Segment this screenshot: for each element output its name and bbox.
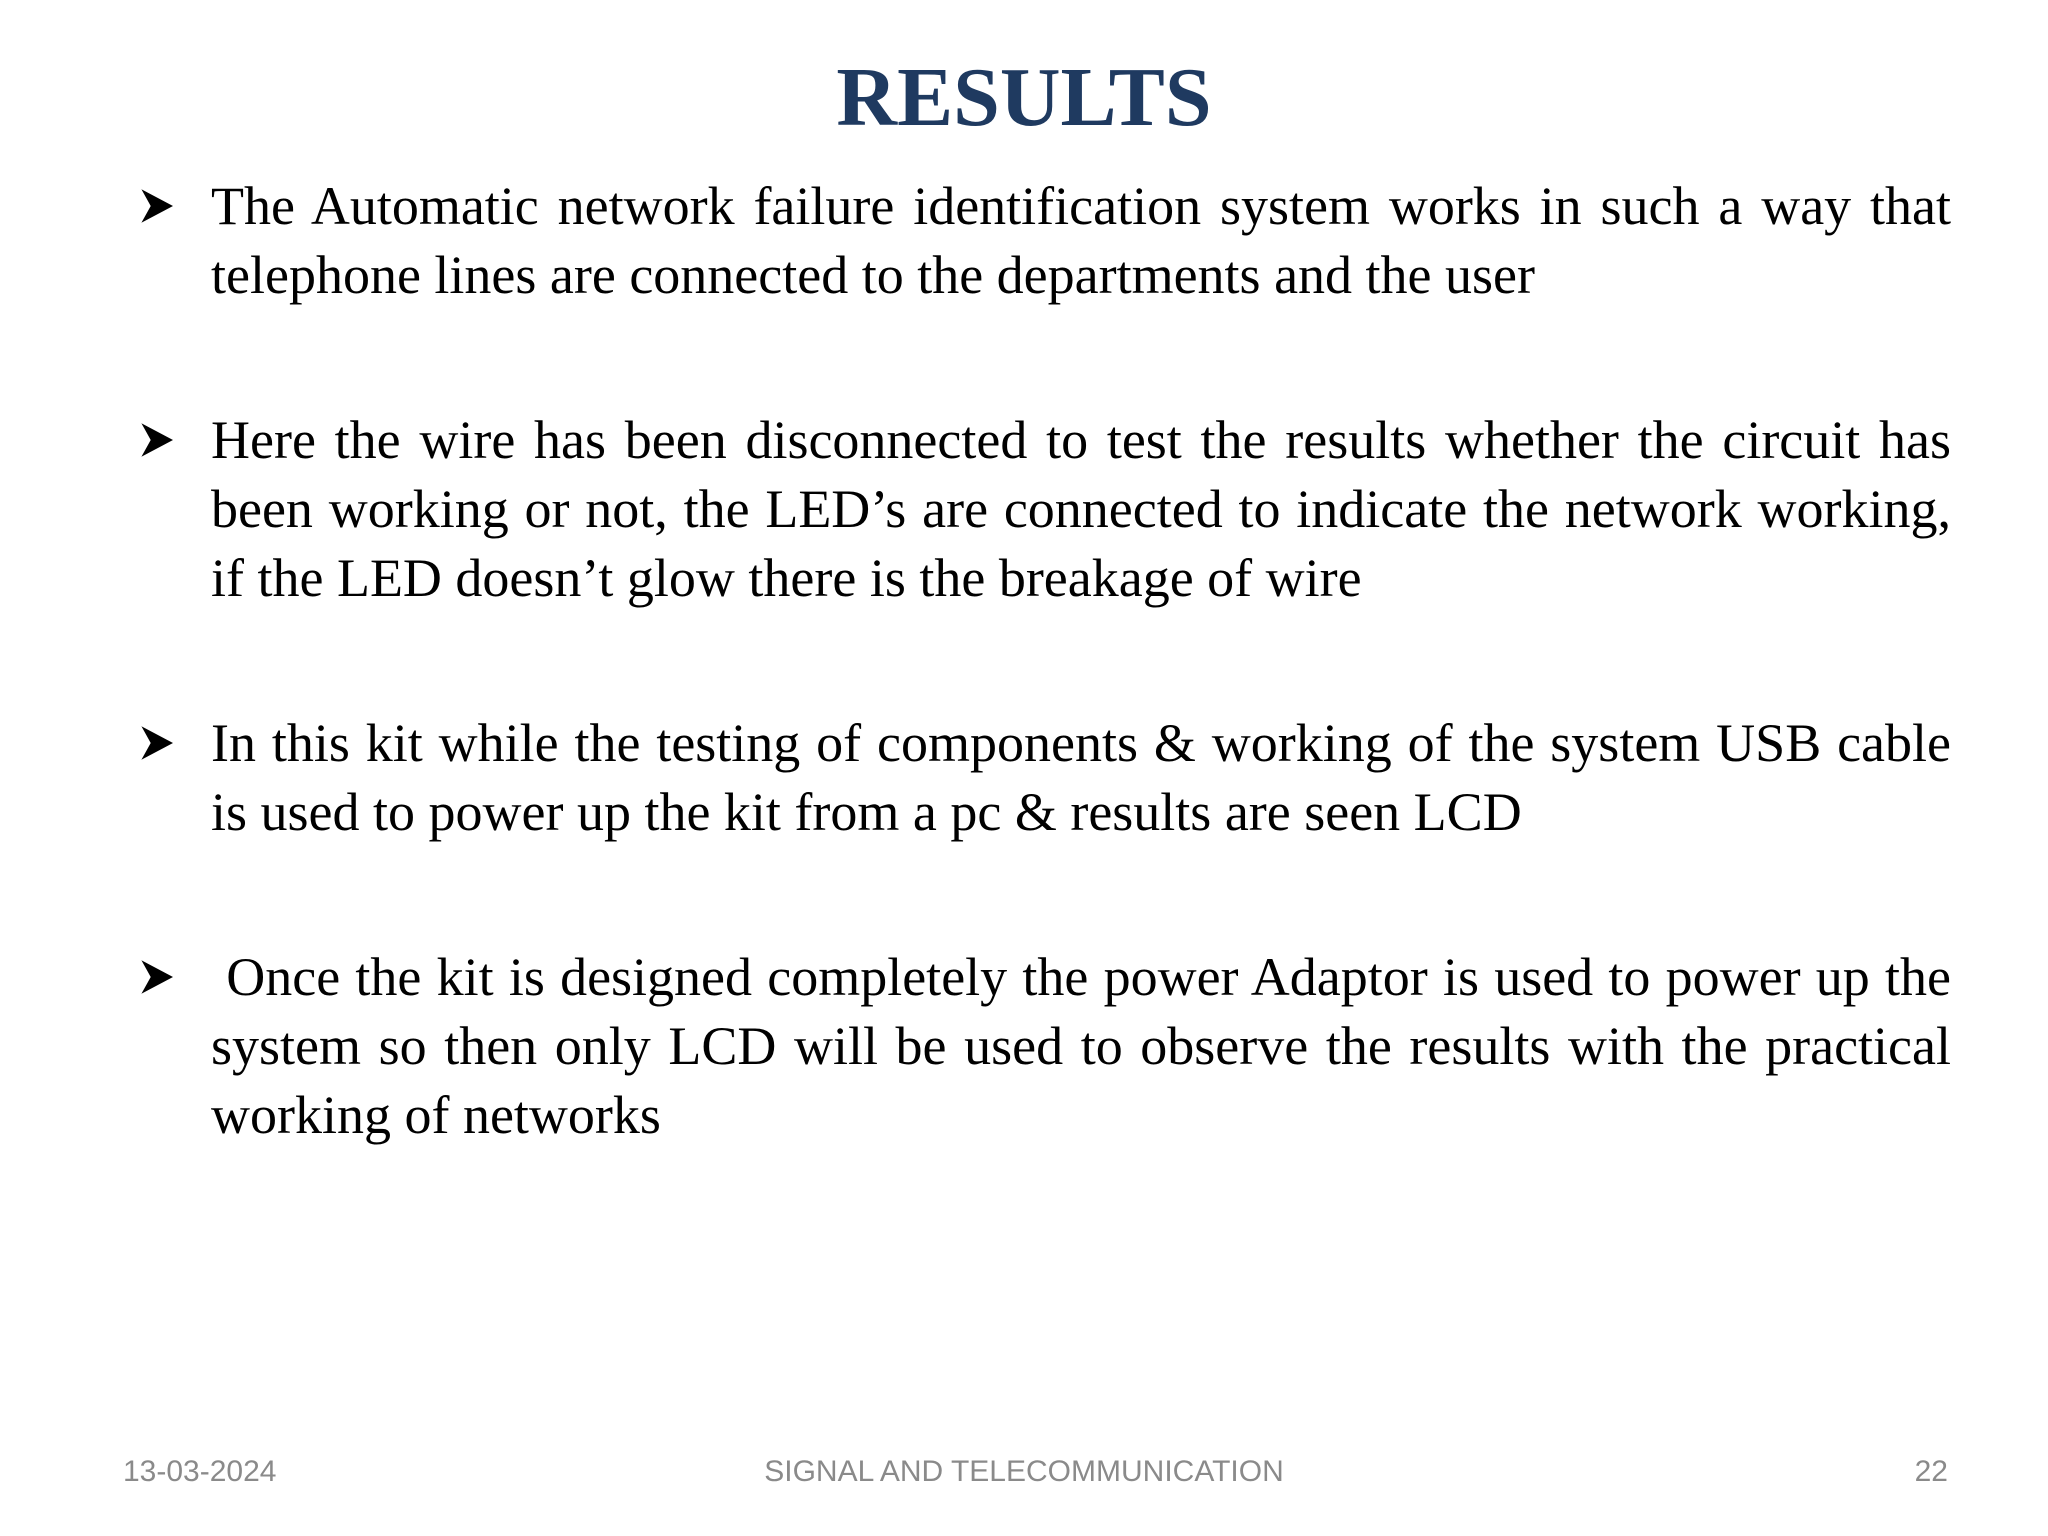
arrowhead-bullet-icon xyxy=(137,420,175,460)
arrowhead-bullet-icon xyxy=(137,723,175,763)
bullet-text: The Automatic network failure identification system works in such a way that telephone lines are connected to the departments and the user xyxy=(211,176,1951,305)
slide-title: RESULTS xyxy=(836,51,1212,144)
arrowhead-bullet-icon xyxy=(137,186,175,226)
bullet-item xyxy=(137,172,1951,310)
page-number: 22 xyxy=(1914,1455,1948,1488)
bullet-text: Here the wire has been disconnected to test the results whether the circuit has been working or not, the LED’s are connected to indicate the network working, if the LED doesn’t glow there is the breakage of wire xyxy=(211,410,1951,608)
bullet-list xyxy=(137,172,1965,1246)
bullet-item xyxy=(137,406,1951,613)
footer-date: 13-03-2024 xyxy=(123,1455,277,1488)
footer-title: SIGNAL AND TELECOMMUNICATION xyxy=(764,1455,1284,1488)
bullet-item xyxy=(137,709,1951,847)
arrowhead-bullet-icon xyxy=(137,957,175,997)
bullet-text: In this kit while the testing of components & working of the system USB cable is used to power up the kit from a pc & results are seen LCD xyxy=(211,713,1951,842)
bullet-item xyxy=(137,943,1965,1150)
bullet-text: Once the kit is designed completely the power Adaptor is used to power up the system so then only LCD will be used to observe the results with the practical working of networks xyxy=(211,947,1965,1145)
